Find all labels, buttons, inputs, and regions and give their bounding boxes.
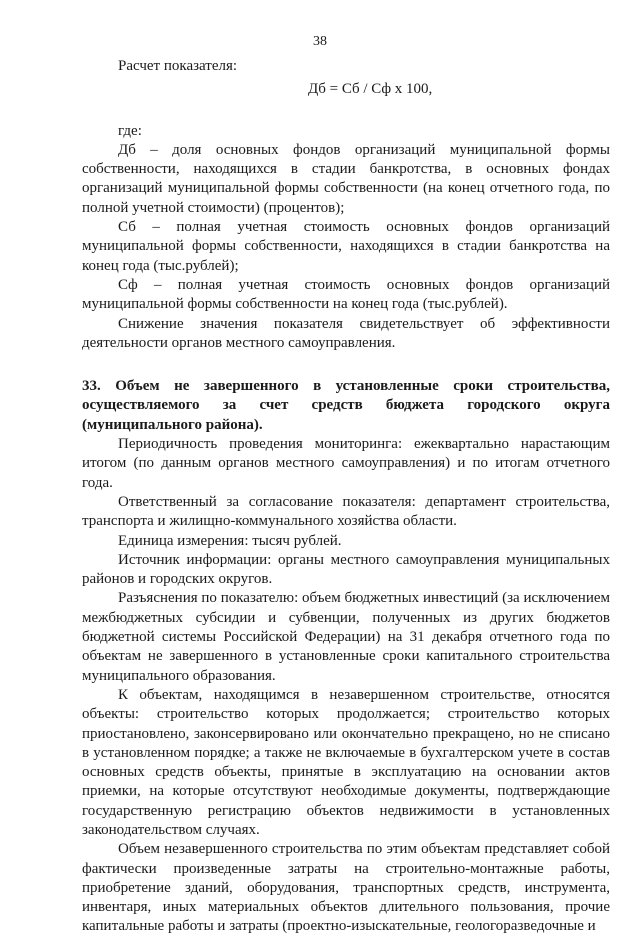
formula: Дб = Сб / Сф х 100,: [308, 81, 433, 98]
where-label: где:: [118, 122, 142, 139]
paragraph-volume: Объем незавершенного строительства по этим объектам представляет собой фактически произведенные затраты на строительно-монтажные работы, приобретение зданий, оборудования, транспортных средств, инструмента, инвентаря, иных материальных объектов длительного пользования, прочие капитальные работы и затраты (проектно-изыскательные, геологоразведочные и: [82, 841, 610, 935]
paragraph-source: Источник информации: органы местного самоуправления муниципальных районов и городских округов.: [82, 551, 610, 588]
calc-label: Расчет показателя:: [118, 58, 238, 74]
paragraph-objects: К объектам, находящимся в незавершенном строительстве, относятся объекты: строительство которых продолжается; строительство которых приостановлено, законсервировано или окончательно прекращено, но не списано в установленном порядке; а также не включаемые в бухгалтерском учете в состав основных средств объекты, принятые в эксплуатацию на основании актов приемки, на которые отсутствуют необходимые документы, подтверждающие государственную регистрацию объектов недвижимости в установленных законодательством случаях.: [82, 686, 610, 838]
paragraph-explanation: Разъяснения по показателю: объем бюджетных инвестиций (за исключением межбюджетных субсидии и субвенции, полученных из других бюджетов бюджетной системы Российской Федерации) на 31 декабря отчетного года по объектам не завершенного в установленные сроки капитального строительства муниципального образования.: [82, 590, 610, 684]
page-content: [82, 57, 610, 937]
definition-sb: Сб – полная учетная стоимость основных фондов организаций муниципальной формы собственности, находящихся в стадии банкротства на конец года (тыс.рублей);: [82, 219, 610, 274]
paragraph-responsible: Ответственный за согласование показателя: департамент строительства, транспорта и жилищно-коммунального хозяйства области.: [82, 493, 610, 530]
paragraph-periodicity: Периодичность проведения мониторинга: ежеквартально нарастающим итогом (по данным органов местного самоуправления) и по итогам отчетного года.: [82, 436, 610, 491]
conclusion-paragraph: Снижение значения показателя свидетельствует об эффективности деятельности органов местного самоуправления.: [82, 315, 610, 351]
section-heading: 33. Объем не завершенного в установленные сроки строительства, осуществляемого за счет средств бюджета городского округа (муниципального района).: [82, 378, 610, 433]
definition-sf: Сф – полная учетная стоимость основных фондов организаций муниципальной формы собственности на конец года (тыс.рублей).: [82, 276, 610, 313]
paragraph-unit: Единица измерения: тысяч рублей.: [118, 532, 342, 549]
definition-db: Дб – доля основных фондов организаций муниципальной формы собственности, находящихся в стадии банкротства, в основных фондах организаций муниципальной формы собственности (на конец отчетного года, по полной учетной стоимости) (процентов);: [82, 141, 610, 216]
page-number: 38: [313, 34, 327, 49]
